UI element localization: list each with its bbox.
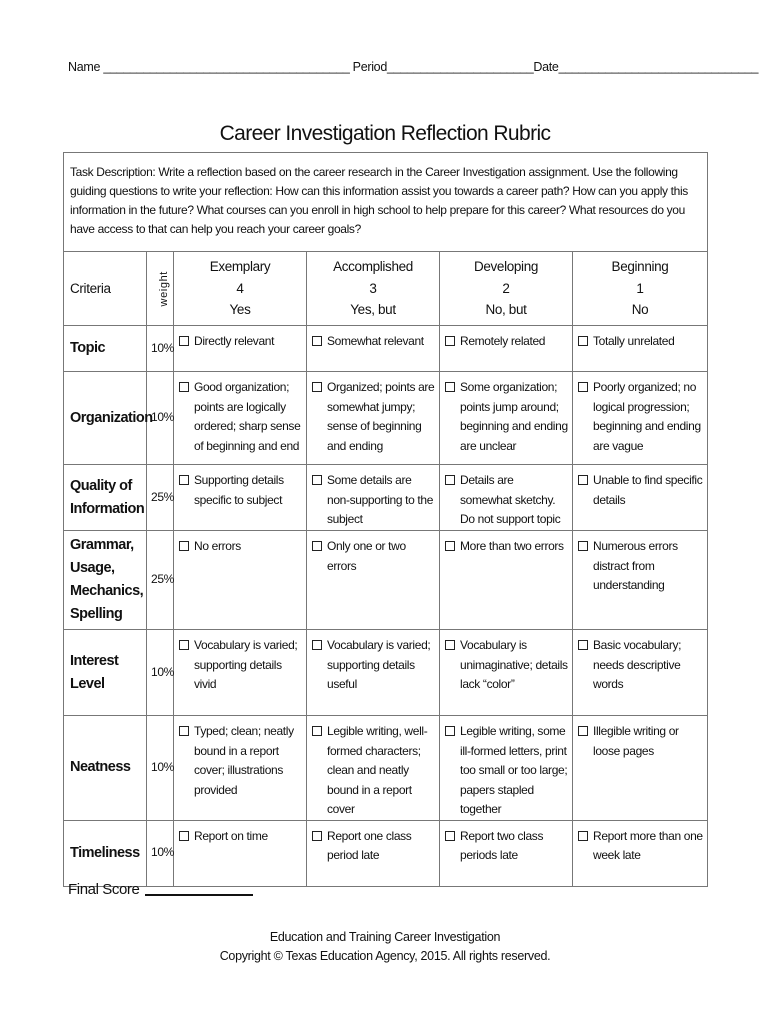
rubric-cell: Report more than one week late bbox=[573, 820, 708, 886]
header-row bbox=[64, 252, 708, 326]
rubric-cell: Remotely related bbox=[440, 326, 573, 372]
rubric-cell: Directly relevant bbox=[174, 326, 307, 372]
rubric-cell: Details are somewhat sketchy. Do not support topic bbox=[440, 465, 573, 531]
name-label: Name bbox=[68, 60, 101, 74]
score-checkbox[interactable] bbox=[312, 831, 322, 841]
score-checkbox[interactable] bbox=[578, 336, 588, 346]
rubric-cell: Somewhat relevant bbox=[307, 326, 440, 372]
weight-value: 10% bbox=[147, 820, 174, 886]
score-checkbox[interactable] bbox=[179, 475, 189, 485]
score-checkbox[interactable] bbox=[445, 475, 455, 485]
score-checkbox[interactable] bbox=[445, 541, 455, 551]
score-checkbox[interactable] bbox=[312, 541, 322, 551]
weight-value: 10% bbox=[147, 716, 174, 821]
score-checkbox[interactable] bbox=[179, 382, 189, 392]
rubric-cell: Legible writing, some ill-formed letters, print too small or too large; papers stapled together bbox=[440, 716, 573, 821]
table-row bbox=[64, 531, 708, 630]
score-checkbox[interactable] bbox=[445, 640, 455, 650]
criterion-label: Grammar, Usage, Mechanics, Spelling bbox=[64, 531, 147, 630]
rubric-cell: More than two errors bbox=[440, 531, 573, 630]
criterion-label: Topic bbox=[64, 326, 147, 372]
rubric-table bbox=[63, 152, 708, 887]
criterion-label: Organization bbox=[64, 372, 147, 465]
rubric-cell: Good organization; points are logically ordered; sharp sense of beginning and end bbox=[174, 372, 307, 465]
final-score bbox=[68, 880, 253, 898]
footer-copyright: Copyright © Texas Education Agency, 2015. All rights reserved. bbox=[219, 949, 551, 963]
rubric-cell: Vocabulary is unimaginative; details lack “color” bbox=[440, 630, 573, 716]
footer-line-1: Education and Training Career Investigation bbox=[269, 930, 501, 944]
weight-header: weight bbox=[147, 252, 174, 326]
weight-value: 10% bbox=[147, 372, 174, 465]
score-checkbox[interactable] bbox=[179, 726, 189, 736]
header-fields bbox=[68, 60, 758, 74]
score-checkbox[interactable] bbox=[312, 475, 322, 485]
table-row bbox=[64, 372, 708, 465]
weight-value: 10% bbox=[147, 326, 174, 372]
score-checkbox[interactable] bbox=[179, 541, 189, 551]
rubric-cell: Some organization; points jump around; beginning and ending are unclear bbox=[440, 372, 573, 465]
page-title: Career Investigation Reflection Rubric bbox=[219, 122, 551, 145]
score-checkbox[interactable] bbox=[312, 726, 322, 736]
date-label: Date bbox=[533, 60, 559, 74]
rubric-cell: Some details are non-supporting to the subject bbox=[307, 465, 440, 531]
score-checkbox[interactable] bbox=[578, 726, 588, 736]
score-checkbox[interactable] bbox=[179, 336, 189, 346]
footer bbox=[0, 928, 770, 966]
weight-value: 25% bbox=[147, 531, 174, 630]
criteria-header: Criteria bbox=[64, 252, 147, 326]
rubric-cell: Only one or two errors bbox=[307, 531, 440, 630]
level-header-accomplished: Accomplished 3 Yes, but bbox=[307, 252, 440, 326]
level-header-developing: Developing 2 No, but bbox=[440, 252, 573, 326]
rubric-cell: Legible writing, well-formed characters; clean and neatly bound in a report cover bbox=[307, 716, 440, 821]
final-score-label: Final Score bbox=[68, 881, 140, 898]
period-label: Period bbox=[352, 60, 387, 74]
criterion-label: Interest Level bbox=[64, 630, 147, 716]
table-row bbox=[64, 465, 708, 531]
score-checkbox[interactable] bbox=[578, 831, 588, 841]
rubric-cell: Illegible writing or loose pages bbox=[573, 716, 708, 821]
rubric-cell: Organized; points are somewhat jumpy; sense of beginning and ending bbox=[307, 372, 440, 465]
rubric-cell: Vocabulary is varied; supporting details vivid bbox=[174, 630, 307, 716]
score-checkbox[interactable] bbox=[445, 336, 455, 346]
criterion-label: Neatness bbox=[64, 716, 147, 821]
score-checkbox[interactable] bbox=[445, 831, 455, 841]
rubric-cell: Supporting details specific to subject bbox=[174, 465, 307, 531]
period-field[interactable]: ______________________ bbox=[387, 60, 534, 74]
rubric-cell: Typed; clean; neatly bound in a report cover; illustrations provided bbox=[174, 716, 307, 821]
score-checkbox[interactable] bbox=[578, 640, 588, 650]
weight-value: 10% bbox=[147, 630, 174, 716]
criterion-label: Timeliness bbox=[64, 820, 147, 886]
criterion-label: Quality of Information bbox=[64, 465, 147, 531]
rubric-cell: Unable to find specific details bbox=[573, 465, 708, 531]
task-description: Task Description: Write a reflection based on the career research in the Career Investigation assignment. Use the following guiding questions to write your reflection: How can this information assist you towards a career path? How can you apply this information in the future? What courses can you enroll in high school to help prepare for this career? What resources do you have access to that can help you reach your career goals? bbox=[64, 153, 708, 252]
weight-value: 25% bbox=[147, 465, 174, 531]
level-header-beginning: Beginning 1 No bbox=[573, 252, 708, 326]
table-row bbox=[64, 820, 708, 886]
score-checkbox[interactable] bbox=[445, 382, 455, 392]
score-checkbox[interactable] bbox=[179, 831, 189, 841]
rubric-cell: Totally unrelated bbox=[573, 326, 708, 372]
score-checkbox[interactable] bbox=[578, 475, 588, 485]
table-row bbox=[64, 326, 708, 372]
table-row bbox=[64, 716, 708, 821]
score-checkbox[interactable] bbox=[312, 640, 322, 650]
table-row bbox=[64, 630, 708, 716]
score-checkbox[interactable] bbox=[312, 382, 322, 392]
name-field[interactable]: _____________________________________ bbox=[103, 60, 350, 74]
rubric-cell: Basic vocabulary; needs descriptive words bbox=[573, 630, 708, 716]
score-checkbox[interactable] bbox=[578, 382, 588, 392]
final-score-field[interactable] bbox=[145, 880, 253, 896]
score-checkbox[interactable] bbox=[445, 726, 455, 736]
date-field[interactable]: ______________________________ bbox=[558, 60, 759, 74]
score-checkbox[interactable] bbox=[312, 336, 322, 346]
rubric-cell: Numerous errors distract from understanding bbox=[573, 531, 708, 630]
rubric-cell: Report one class period late bbox=[307, 820, 440, 886]
rubric-cell: No errors bbox=[174, 531, 307, 630]
score-checkbox[interactable] bbox=[578, 541, 588, 551]
level-header-exemplary: Exemplary 4 Yes bbox=[174, 252, 307, 326]
rubric-cell: Poorly organized; no logical progression; beginning and ending are vague bbox=[573, 372, 708, 465]
score-checkbox[interactable] bbox=[179, 640, 189, 650]
rubric-cell: Report on time bbox=[174, 820, 307, 886]
rubric-cell: Vocabulary is varied; supporting details useful bbox=[307, 630, 440, 716]
rubric-cell: Report two class periods late bbox=[440, 820, 573, 886]
